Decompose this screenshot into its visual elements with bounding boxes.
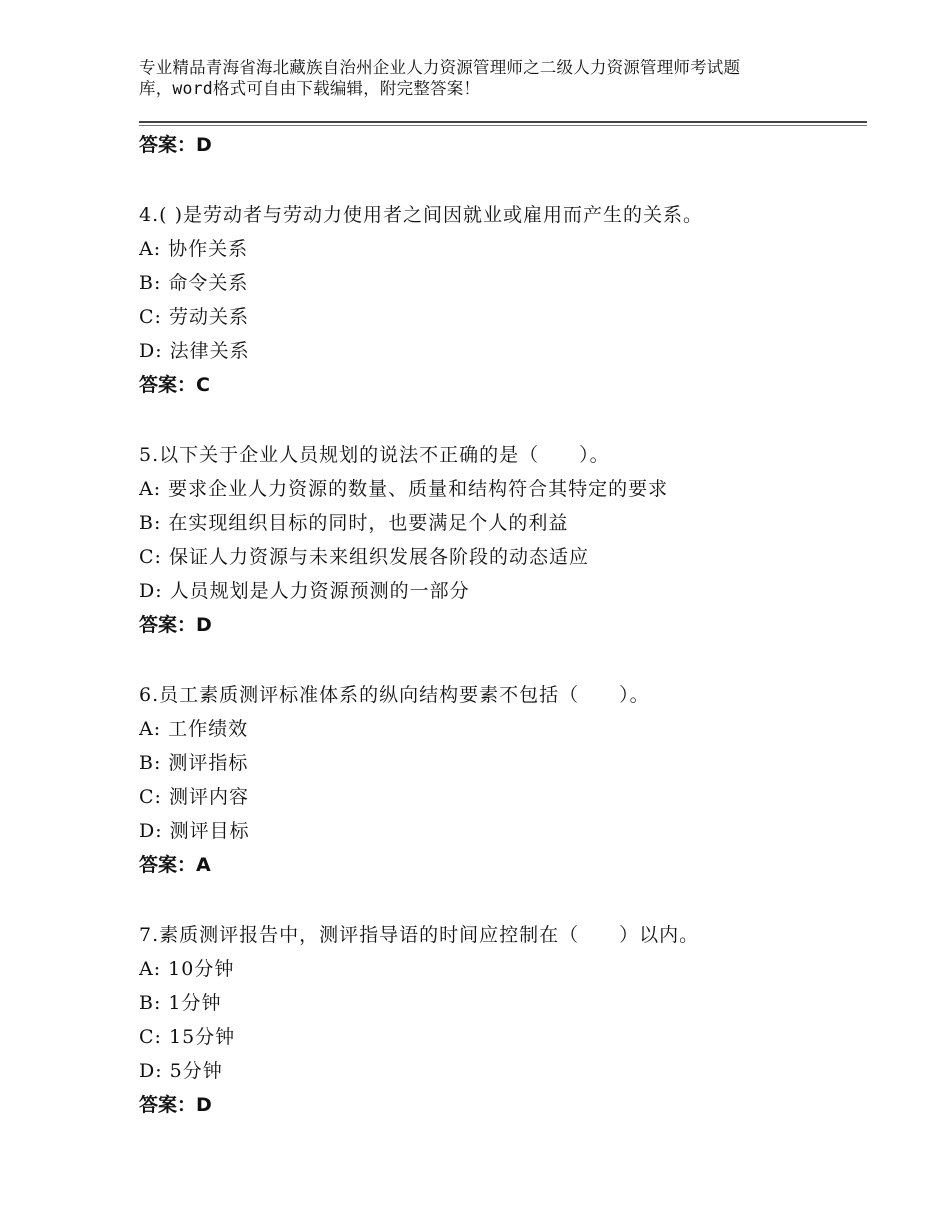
question-7 <box>139 918 867 1122</box>
option-b: B: 命令关系 <box>139 272 249 294</box>
option-b: B: 测评指标 <box>139 752 249 774</box>
question-4 <box>139 198 867 402</box>
option-c: C: 15分钟 <box>139 1026 236 1048</box>
header-title-line-1: 专业精品青海省海北藏族自治州企业人力资源管理师之二级人力资源管理师考试题 <box>139 58 741 77</box>
question-5 <box>139 438 867 642</box>
option-d: D: 测评目标 <box>139 820 250 842</box>
document-body <box>139 128 867 1122</box>
document-header <box>139 57 839 99</box>
answer: 答案：C <box>139 374 210 396</box>
option-b: B: 在实现组织目标的同时，也要满足个人的利益 <box>139 512 569 534</box>
question-stem: 5.以下关于企业人员规划的说法不正确的是（ ）。 <box>139 444 610 466</box>
option-c: C: 保证人力资源与未来组织发展各阶段的动态适应 <box>139 546 589 568</box>
option-a: A: 要求企业人力资源的数量、质量和结构符合其特定的要求 <box>139 478 669 500</box>
option-a: A: 10分钟 <box>139 958 235 980</box>
option-d: D: 5分钟 <box>139 1060 223 1082</box>
question-6 <box>139 678 867 882</box>
option-d: D: 人员规划是人力资源预测的一部分 <box>139 580 470 602</box>
previous-answer: 答案：D <box>139 134 212 156</box>
question-stem: 6.员工素质测评标准体系的纵向结构要素不包括（ ）。 <box>139 684 650 706</box>
header-divider-thick <box>139 121 867 123</box>
option-d: D: 法律关系 <box>139 340 250 362</box>
answer: 答案：D <box>139 1094 212 1116</box>
option-c: C: 劳动关系 <box>139 306 249 328</box>
answer: 答案：D <box>139 614 212 636</box>
question-stem: 7.素质测评报告中，测评指导语的时间应控制在（ ）以内。 <box>139 924 700 946</box>
header-title-line-2: 库，word格式可自由下载编辑，附完整答案！ <box>139 79 481 98</box>
option-b: B: 1分钟 <box>139 992 222 1014</box>
option-c: C: 测评内容 <box>139 786 249 808</box>
option-a: A: 工作绩效 <box>139 718 249 740</box>
question-stem: 4.( )是劳动者与劳动力使用者之间因就业或雇用而产生的关系。 <box>139 204 703 226</box>
header-divider-thin <box>139 125 867 126</box>
answer: 答案：A <box>139 854 211 876</box>
option-a: A: 协作关系 <box>139 238 249 260</box>
